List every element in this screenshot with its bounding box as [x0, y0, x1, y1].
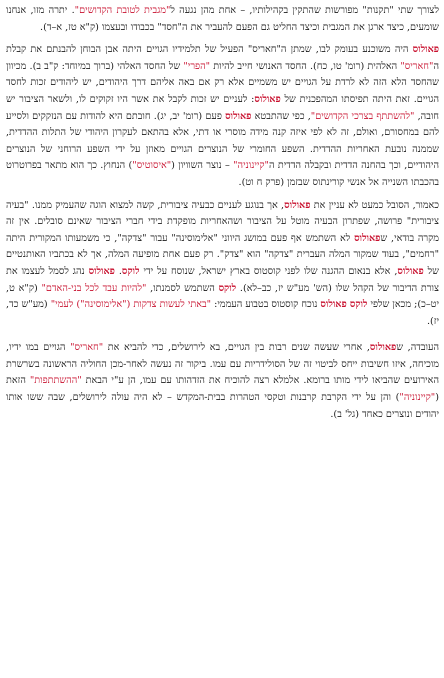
highlighted-term: "להיות עבד לכל בני-האדם" [41, 282, 147, 294]
highlighted-term: "איסוטיס" [132, 160, 172, 172]
highlighted-term: פאולוס [369, 342, 397, 354]
highlighted-term: פאולוס [354, 232, 381, 244]
text-run: ) הנחוץ. כך הוא מתאר בפרוטרוט בהכבתו השנייה אל אנשי קורינתוס שבזמן (פרק ח וט). [6, 160, 439, 188]
highlighted-term: פאולוס [397, 265, 424, 277]
highlighted-term: פאולוס [225, 110, 252, 122]
highlighted-term: לוקס [121, 265, 140, 277]
text-run: , כפי שהתבטא [251, 110, 311, 122]
text-run: כאמור, הסובל כמעט לא עניין את [310, 199, 440, 211]
highlighted-term: "מגבית לטובת הקדושים" [74, 5, 171, 16]
text-run: האלהית (רומ' טו, כח). החסד האנושי חייב להיות [210, 60, 401, 72]
highlighted-term: "ההשתתפות" [29, 375, 82, 387]
highlighted-term: פאולוס [254, 93, 281, 105]
text-run: של החסד האלהי (ברוך במיוחד: ק"ב ב). מכיוון שהחסד הלא הזה לא לרדת על הגויים יש משמיים אלא רק אם באה אליהם דרך היהודים, יש ליהודים זכות לחסד הגויים. זאת היתה תפיסתו המהפכנית של [6, 60, 439, 105]
highlighted-term: "קיינוניה" [399, 392, 436, 404]
text-run: נהג לסמל לעצמו את צורת הדיבור של הקהל שלו (הש' מע"ש יז, כב–לא). [6, 265, 439, 294]
text-run: לצורך שתי "תקנות" מפורשות שהתקין בקהילותיו, – אחת מהן נגעה ל [170, 5, 439, 16]
text-run: הזאת ( [6, 375, 439, 404]
text-run: העובדה, ש [396, 342, 439, 354]
text-run: . יתרה מזו, אנחנו שומעים, כיצד ארגן את המגבית וכיצד החליט גם הפעם להעביר את ה"חסד" בכבודו ובעצמו (ק"א טז, א–ד). [6, 5, 439, 33]
text-run: לא השתמש אף פעם במושג היווני "אלימוסינה" עבור "צדקה", כי משמעותו המקורית היתה "רחמים", בעוד שמקור המלה העברית "צדקה" הוא "צדק". רק פעם אחת מופיעה המלה, אך לא בכתביו האותנטיים של [6, 232, 439, 277]
text-run: , אך בנוגע לעניים כבעיה ציבורית, קשה למצוא הוגה שהעמיק ממנו. "בעיה ציבורית" פרושה, שפתרון הבעיה מוטל על הציבור ושהאחריות מופקדת בידי חברי הציבור שאינם סובלים. אין זה מקרה בודאי, ש [6, 199, 439, 244]
text-run: , אלא בנאום ההגנה שלו לפני קוסטוס בארץ ישראל, שנוסח על ידי [139, 265, 398, 277]
text-run: נוכח קוסטוס בטבוע העממי: [211, 299, 321, 311]
highlighted-term: פאולוס [284, 199, 311, 211]
paragraph [6, 42, 439, 191]
text-run: היה משוכנע בעומק לבו, שמתן ה"חאריס" הפעיל של תלמידיו הגויים היתה אבן הבוחן להבנתם את קבלת ה [6, 44, 439, 72]
text-run: – נוצר השוויון ( [171, 160, 234, 172]
highlighted-term: פאולוס [88, 265, 115, 277]
highlighted-term: "קיינוניה" [233, 160, 269, 172]
text-run: . [114, 265, 122, 277]
highlighted-term: פאולוס [412, 44, 439, 56]
paragraph [6, 3, 439, 36]
text-run: (מע"ש כד, יז). [6, 299, 439, 327]
highlighted-term: פאולוס [320, 299, 347, 311]
text-run: , אחרי שעשה שנים רבות בין הגויים, בא לירושלים, כדי להביא את [103, 342, 370, 354]
highlighted-term: "חאריס" [400, 60, 434, 72]
highlighted-term: "הפרי" [183, 60, 211, 72]
highlighted-term: לוקס [218, 282, 237, 294]
text-run: השתמש לסמנתו, [146, 282, 219, 294]
highlighted-term: "להשתתף בצרכי הקדושים" [310, 110, 415, 122]
paragraph [6, 340, 439, 423]
paragraph [6, 198, 439, 331]
highlighted-term: "חאריס" [70, 342, 104, 354]
text-run: פעם (רומ' יב, יג). חובתם היא להודות עם הנזקקים ולסייע להם במחסורם, ואולם, זה לא לפי איזה קנה מידה מוסרי או דתי, אלא בהתאם לעקרון היהודי של התלות ההדדית, שממנה נובעת האחריות ההדדית. השפע החומרי של הנוצרים הגויים מאוזן על ידי השפע הרוחני של הנוצרים היהודיים, וכך בהחנה הדדית ובקבלה הדדית ה [6, 110, 439, 172]
text-run: הגויים במו ידיו, מוכיחה, איזו חשיבות ייחס לביטוי זה של הסולידריות עם עמו. ביקור זה נעשה לאחר-מכן החוליה הראשונה בשרשרת האירועים שהביאו לידי מותו ברומא. אלמלא רצה להוכיח את הזדהותו עם עמו, הן ע"י הבאת [6, 342, 439, 387]
text-run: ) והן על ידי הקרבת קרבנות וטקסי הטהרות בבית-המקדש – לא היה עולה לירושלים, שבה ששו אותו יהודים ונוצרים כאחד (גל' ב). [6, 392, 439, 420]
text-run: (ק"א ט, יט–כ); מכאן שלפי [6, 282, 439, 311]
text-run: : לעניים יש זכות לקבל את אשר היו זקוקים לו, ולשאר הציבור יש חובה, [6, 93, 439, 122]
highlighted-term: לוקס [349, 299, 368, 311]
highlighted-term: "באתי לעשות צדקות ("אלימוסינה") לעמי" [50, 299, 212, 311]
